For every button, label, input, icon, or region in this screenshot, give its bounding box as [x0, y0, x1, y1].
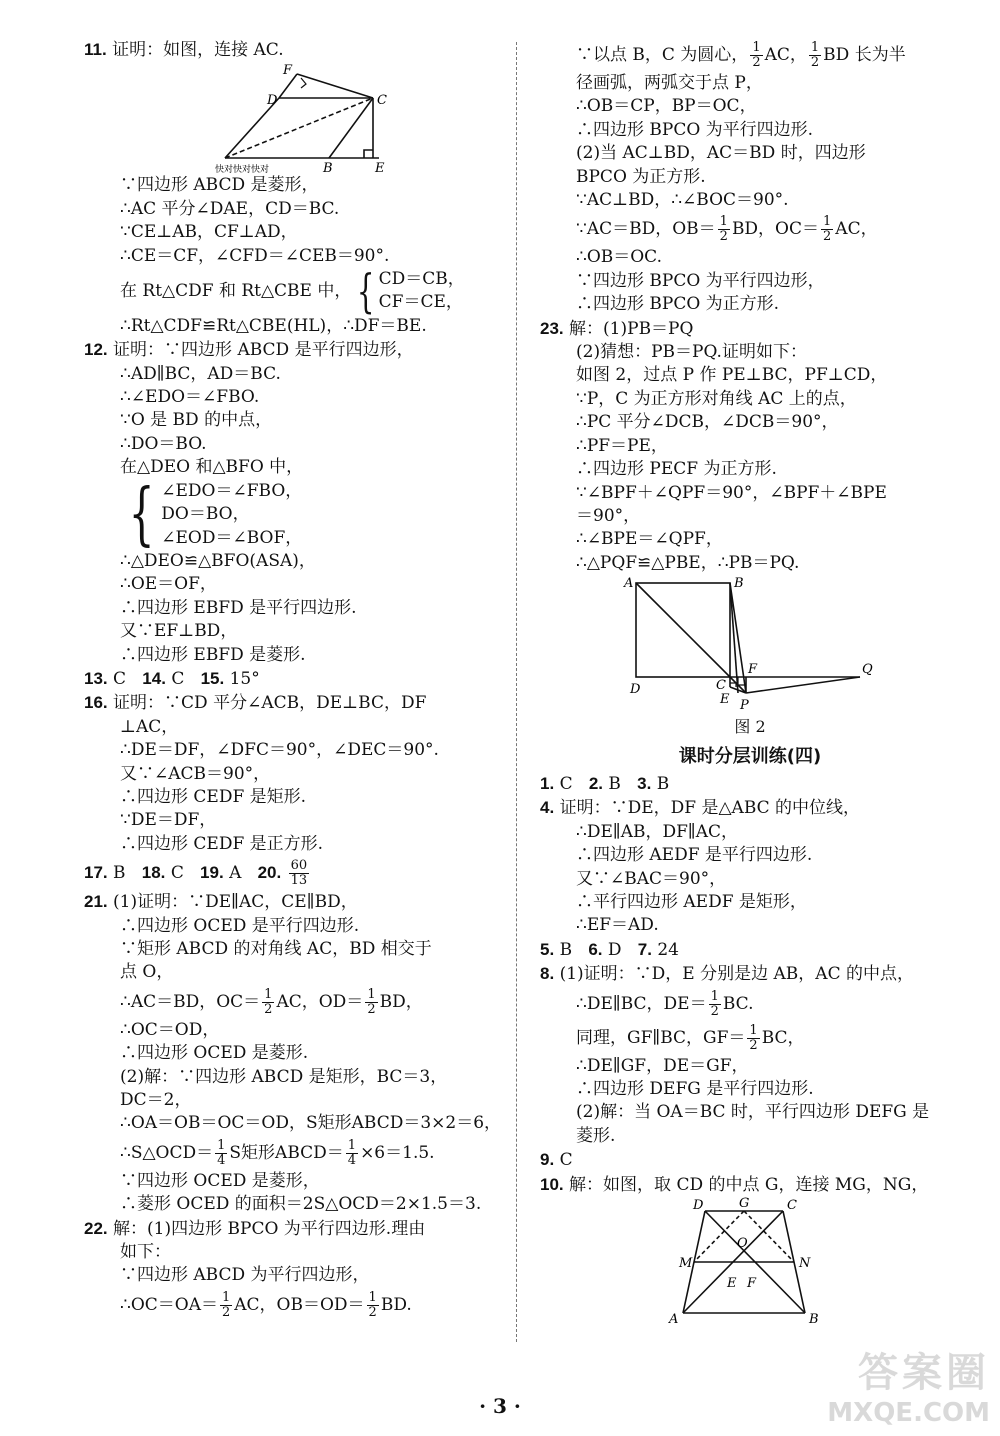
q23-label-B: B [734, 576, 744, 592]
q21-line: ∵矩形 ABCD 的对角线 AC，BD 相交于 [120, 939, 432, 959]
q10-first: 10. 解：如图，取 CD 的中点 G，连接 MG，NG， [540, 1174, 929, 1195]
watermark-url: MXQE.COM [827, 1398, 990, 1428]
q12-line: ∵O 是 BD 的中点， [120, 410, 273, 431]
q12-line: ∴四边形 EBFD 是菱形. [120, 644, 306, 665]
q23-figure [620, 575, 880, 715]
q11-line: ∵四边形 ABCD 是菱形， [120, 175, 319, 196]
q8-equation-2: 同理，GF∥BC，GF＝ $\frac{1}{2}$ BC， [576, 1022, 805, 1053]
q11-brace-item: CD＝CB， [378, 269, 465, 290]
q12-line: ∴∠EDO＝∠FBO. [120, 387, 260, 408]
q12-brace-block [120, 474, 504, 554]
q11-figure-note: 快对快对快对 [215, 165, 270, 175]
q11-line: ∵CE⊥AB，CF⊥AD， [120, 222, 298, 243]
q12-line: ∴四边形 EBFD 是平行四边形. [120, 597, 357, 618]
fraction: $\frac{1}{4}$ [347, 1137, 357, 1168]
fraction: $\frac{1}{2}$ [719, 214, 728, 245]
q11-rt-block: 在 Rt△CDF 和 Rt△CBE 中， { CD＝CB， CF＝CE， [120, 264, 465, 319]
q9-answer: 9. C [540, 1150, 573, 1171]
q22-line: BPCO 为正方形. [576, 166, 706, 187]
q12-brace-item: ∠EDO＝∠FBO， [161, 480, 303, 501]
q21-line: ∵四边形 OCED 是菱形， [120, 1170, 320, 1191]
watermark-logo-text: 答案圈 [858, 1350, 990, 1396]
right-column [540, 38, 960, 1327]
q5-7-answers: 5. B 6. D 7. 24 [540, 939, 679, 960]
brace: { [357, 264, 375, 319]
q8-first: 8. (1)证明：∵D，E 分别是边 AB，AC 的中点， [540, 964, 914, 985]
fraction: $\frac{1}{2}$ [823, 214, 832, 245]
q1-3-answers: 1. C 2. B 3. B [540, 773, 670, 794]
q12-first: 12. 证明：∵四边形 ABCD 是平行四边形， [84, 340, 414, 361]
q12-line: ∴△DEO≌△BFO(ASA)， [120, 550, 316, 571]
q23-line: ∴PF＝PE， [576, 435, 668, 456]
q16-line: ⊥AC， [120, 716, 179, 737]
page-number: · 3 · [479, 1394, 521, 1418]
q23-first: 23. 解：(1)PB＝PQ [540, 318, 694, 339]
q10-label-D: D [693, 1198, 704, 1214]
q22-first: 22. 解：(1)四边形 BPCO 为平行四边形.理由 [84, 1218, 426, 1239]
fraction: $\frac{1}{2}$ [367, 986, 376, 1017]
q11-line: ∴AC 平分∠DAE，CD＝BC. [120, 198, 340, 219]
q8-equation-1: ∴DE∥BC，DE＝ $\frac{1}{2}$ BC. [576, 988, 754, 1019]
q4-line: ∴平行四边形 AEDF 是矩形， [576, 891, 807, 912]
q21-line: 点 O， [120, 962, 174, 983]
q23-line: (2)猜想：PB＝PQ.证明如下： [576, 342, 807, 363]
q23-line: ∴PC 平分∠DCB，∠DCB＝90°， [576, 412, 839, 433]
fraction: $\frac{1}{4}$ [217, 1137, 226, 1168]
q23-figure-caption: 图 2 [734, 717, 766, 737]
q8-line: ∴DE∥GF，DE＝GF， [576, 1055, 749, 1076]
q10-label-G: G [739, 1197, 750, 1212]
fraction: $\frac{1}{2}$ [221, 1289, 231, 1320]
q21-line: (2)解：∵四边形 ABCD 是矩形，BC＝3， [120, 1066, 448, 1087]
fraction: $\frac{1}{2}$ [264, 986, 273, 1017]
q10-label-F: F [747, 1276, 757, 1292]
q23-line: ∵P，C 为正方形对角线 AC 上的点， [576, 388, 857, 409]
q23-label-Q: Q [862, 662, 873, 678]
q4-line: ∴四边形 AEDF 是平行四边形. [576, 845, 813, 866]
q10-label-M: M [679, 1256, 693, 1272]
q23-line: ∵∠BPF＋∠QPF＝90°，∠BPF＋∠BPE [576, 482, 887, 503]
q8-line: ∴四边形 DEFG 是平行四边形. [576, 1079, 814, 1099]
q23-label-F: F [748, 662, 758, 678]
q11-label-C: C [377, 93, 387, 109]
q4-first: 4. 证明：∵DE，DF 是△ABC 的中位线， [540, 798, 861, 819]
q13-15-answers: 13. C 14. C 15. 15° [84, 668, 260, 689]
q22-line: ∴OB＝OC. [576, 247, 662, 268]
q22-line: (2)当 AC⊥BD，AC＝BD 时，四边形 [576, 143, 866, 164]
fraction: $\frac{60}{13}$ [290, 858, 308, 889]
q22-equation-2: ∵AC＝BD，OB＝ $\frac{1}{2}$ BD，OC＝ $\frac{1}{2}$ AC， [576, 214, 878, 245]
q12-brace-item: ∠EOD＝∠BOF， [161, 527, 303, 548]
fraction: $\frac{1}{2}$ [710, 988, 719, 1019]
q12-line: ∴AD∥BC，AD＝BC. [120, 363, 281, 384]
watermark [827, 1341, 990, 1428]
q11-label-F: F [283, 63, 293, 79]
q21-first: 21. (1)证明：∵DE∥AC，CE∥BD， [84, 892, 358, 913]
q23-label-P: P [740, 698, 749, 714]
q12-line: 在△DEO 和△BFO 中， [120, 457, 304, 478]
q11-brace-item: CF＝CE， [378, 292, 463, 313]
q11-figure [179, 62, 409, 174]
q21-line: ∴OC＝OD， [120, 1019, 220, 1040]
q23-line: ∴四边形 PECF 为正方形. [576, 459, 777, 480]
q22-line: 如下： [120, 1242, 171, 1263]
q22-line: 径画弧，两弧交于点 P， [576, 73, 763, 93]
q10-label-O: O [737, 1236, 748, 1252]
q22-line: ∵AC⊥BD，∴∠BOC＝90°. [576, 190, 789, 211]
fraction: $\frac{1}{2}$ [368, 1289, 377, 1320]
q12-line: 又∵EF⊥BD， [120, 621, 238, 642]
q21-line: DC＝2， [120, 1090, 192, 1111]
q21-line: ∴OA＝OB＝OC＝OD，S矩形ABCD＝3×2＝6， [120, 1113, 502, 1134]
q4-line: ∴DE∥AB，DF∥AC， [576, 821, 739, 842]
q22-equation: ∴OC＝OA＝ $\frac{1}{2}$ AC，OB＝OD＝ $\frac{1}{2}$ BD. [120, 1289, 412, 1320]
q21-equation-2: ∴S△OCD＝ $\frac{1}{4}$ S矩形ABCD＝ $\frac{1}{4}$ ×6＝1.5. [120, 1137, 435, 1168]
q23-label-E: E [720, 692, 730, 708]
q4-line: ∴EF＝AD. [576, 915, 659, 936]
q11-label-B: B [323, 161, 333, 175]
q23-label-C: C [716, 678, 726, 694]
q4-line: 又∵∠BAC＝90°， [576, 868, 727, 889]
q11-label-D: D [267, 93, 278, 109]
q8-line: (2)解：当 OA＝BC 时，平行四边形 DEFG 是 [576, 1102, 930, 1123]
q11-intro: 11. 证明：如图，连接 AC. [84, 40, 284, 60]
q12-line: ∴OE＝OF， [120, 574, 217, 595]
q21-line: ∴四边形 OCED 是菱形. [120, 1043, 309, 1064]
q21-equation-1: ∴AC＝BD，OC＝ $\frac{1}{2}$ AC，OD＝ $\frac{1}{2}$ BD， [120, 986, 423, 1017]
q16-line: ∵DE＝DF， [120, 810, 217, 831]
q10-figure [665, 1197, 835, 1327]
q17-20-answers: 17. B 18. C 19. A 20. $\frac{60}{13}$ [84, 858, 308, 889]
q23-label-A: A [624, 576, 634, 592]
q12-line: ∴DO＝BO. [120, 433, 207, 454]
left-column [84, 38, 504, 1322]
q11-line: ∴CE＝CF，∠CFD＝∠CEB＝90°. [120, 245, 390, 266]
q10-label-E: E [727, 1276, 737, 1292]
section-title: 课时分层训练(四) [678, 745, 822, 767]
q16-line: ∴DE＝DF，∠DFC＝90°，∠DEC＝90°. [120, 740, 439, 761]
column-divider [516, 42, 517, 1342]
q23-label-D: D [630, 682, 641, 698]
fraction: $\frac{1}{2}$ [749, 1022, 758, 1053]
q21-line: ∴菱形 OCED 的面积＝2S△OCD＝2×1.5＝3. [120, 1194, 482, 1215]
q23-line: 如图 2，过点 P 作 PE⊥BC，PF⊥CD， [576, 365, 888, 386]
q22-line: ∵四边形 ABCD 为平行四边形， [120, 1265, 370, 1286]
q16-first: 16. 证明：∵CD 平分∠ACB，DE⊥BC，DF [84, 693, 427, 714]
q22-line: ∴四边形 BPCO 为正方形. [576, 294, 780, 315]
q21-line: ∴四边形 OCED 是平行四边形. [120, 915, 360, 936]
q22-line: ∴四边形 BPCO 为平行四边形. [576, 119, 814, 140]
q16-line: ∴四边形 CEDF 是矩形. [120, 786, 307, 807]
q23-line: ∴△PQF≌△PBE，∴PB＝PQ. [576, 552, 800, 573]
fraction: $\frac{1}{2}$ [752, 40, 761, 70]
q11-conclusion: ∴Rt△CDF≌Rt△CBE(HL)，∴DF＝BE. [120, 315, 427, 336]
q22-arc-line: ∵以点 B，C 为圆心， $\frac{1}{2}$ AC， $\frac{1}{2}$ BD 长为半 [576, 40, 906, 70]
q23-line: ∴∠BPE＝∠QPF， [576, 529, 723, 550]
brace: { [128, 474, 155, 554]
q16-line: ∴四边形 CEDF 是正方形. [120, 833, 324, 854]
q8-line: 菱形. [576, 1125, 616, 1146]
q10-label-A: A [669, 1312, 679, 1328]
q12-brace-item: DO＝BO， [161, 504, 250, 525]
q11-label-E: E [375, 161, 385, 175]
q10-label-N: N [799, 1256, 811, 1272]
fraction: $\frac{1}{2}$ [810, 40, 820, 70]
q16-line: 又∵∠ACB＝90°， [120, 763, 271, 784]
q22-line: ∴OB＝CP，BP＝OC， [576, 96, 757, 117]
q10-label-B: B [809, 1312, 819, 1328]
q22-line: ∵四边形 BPCO 为平行四边形， [576, 270, 825, 291]
q23-line: ＝90°， [576, 505, 641, 526]
q10-label-C: C [787, 1198, 797, 1214]
